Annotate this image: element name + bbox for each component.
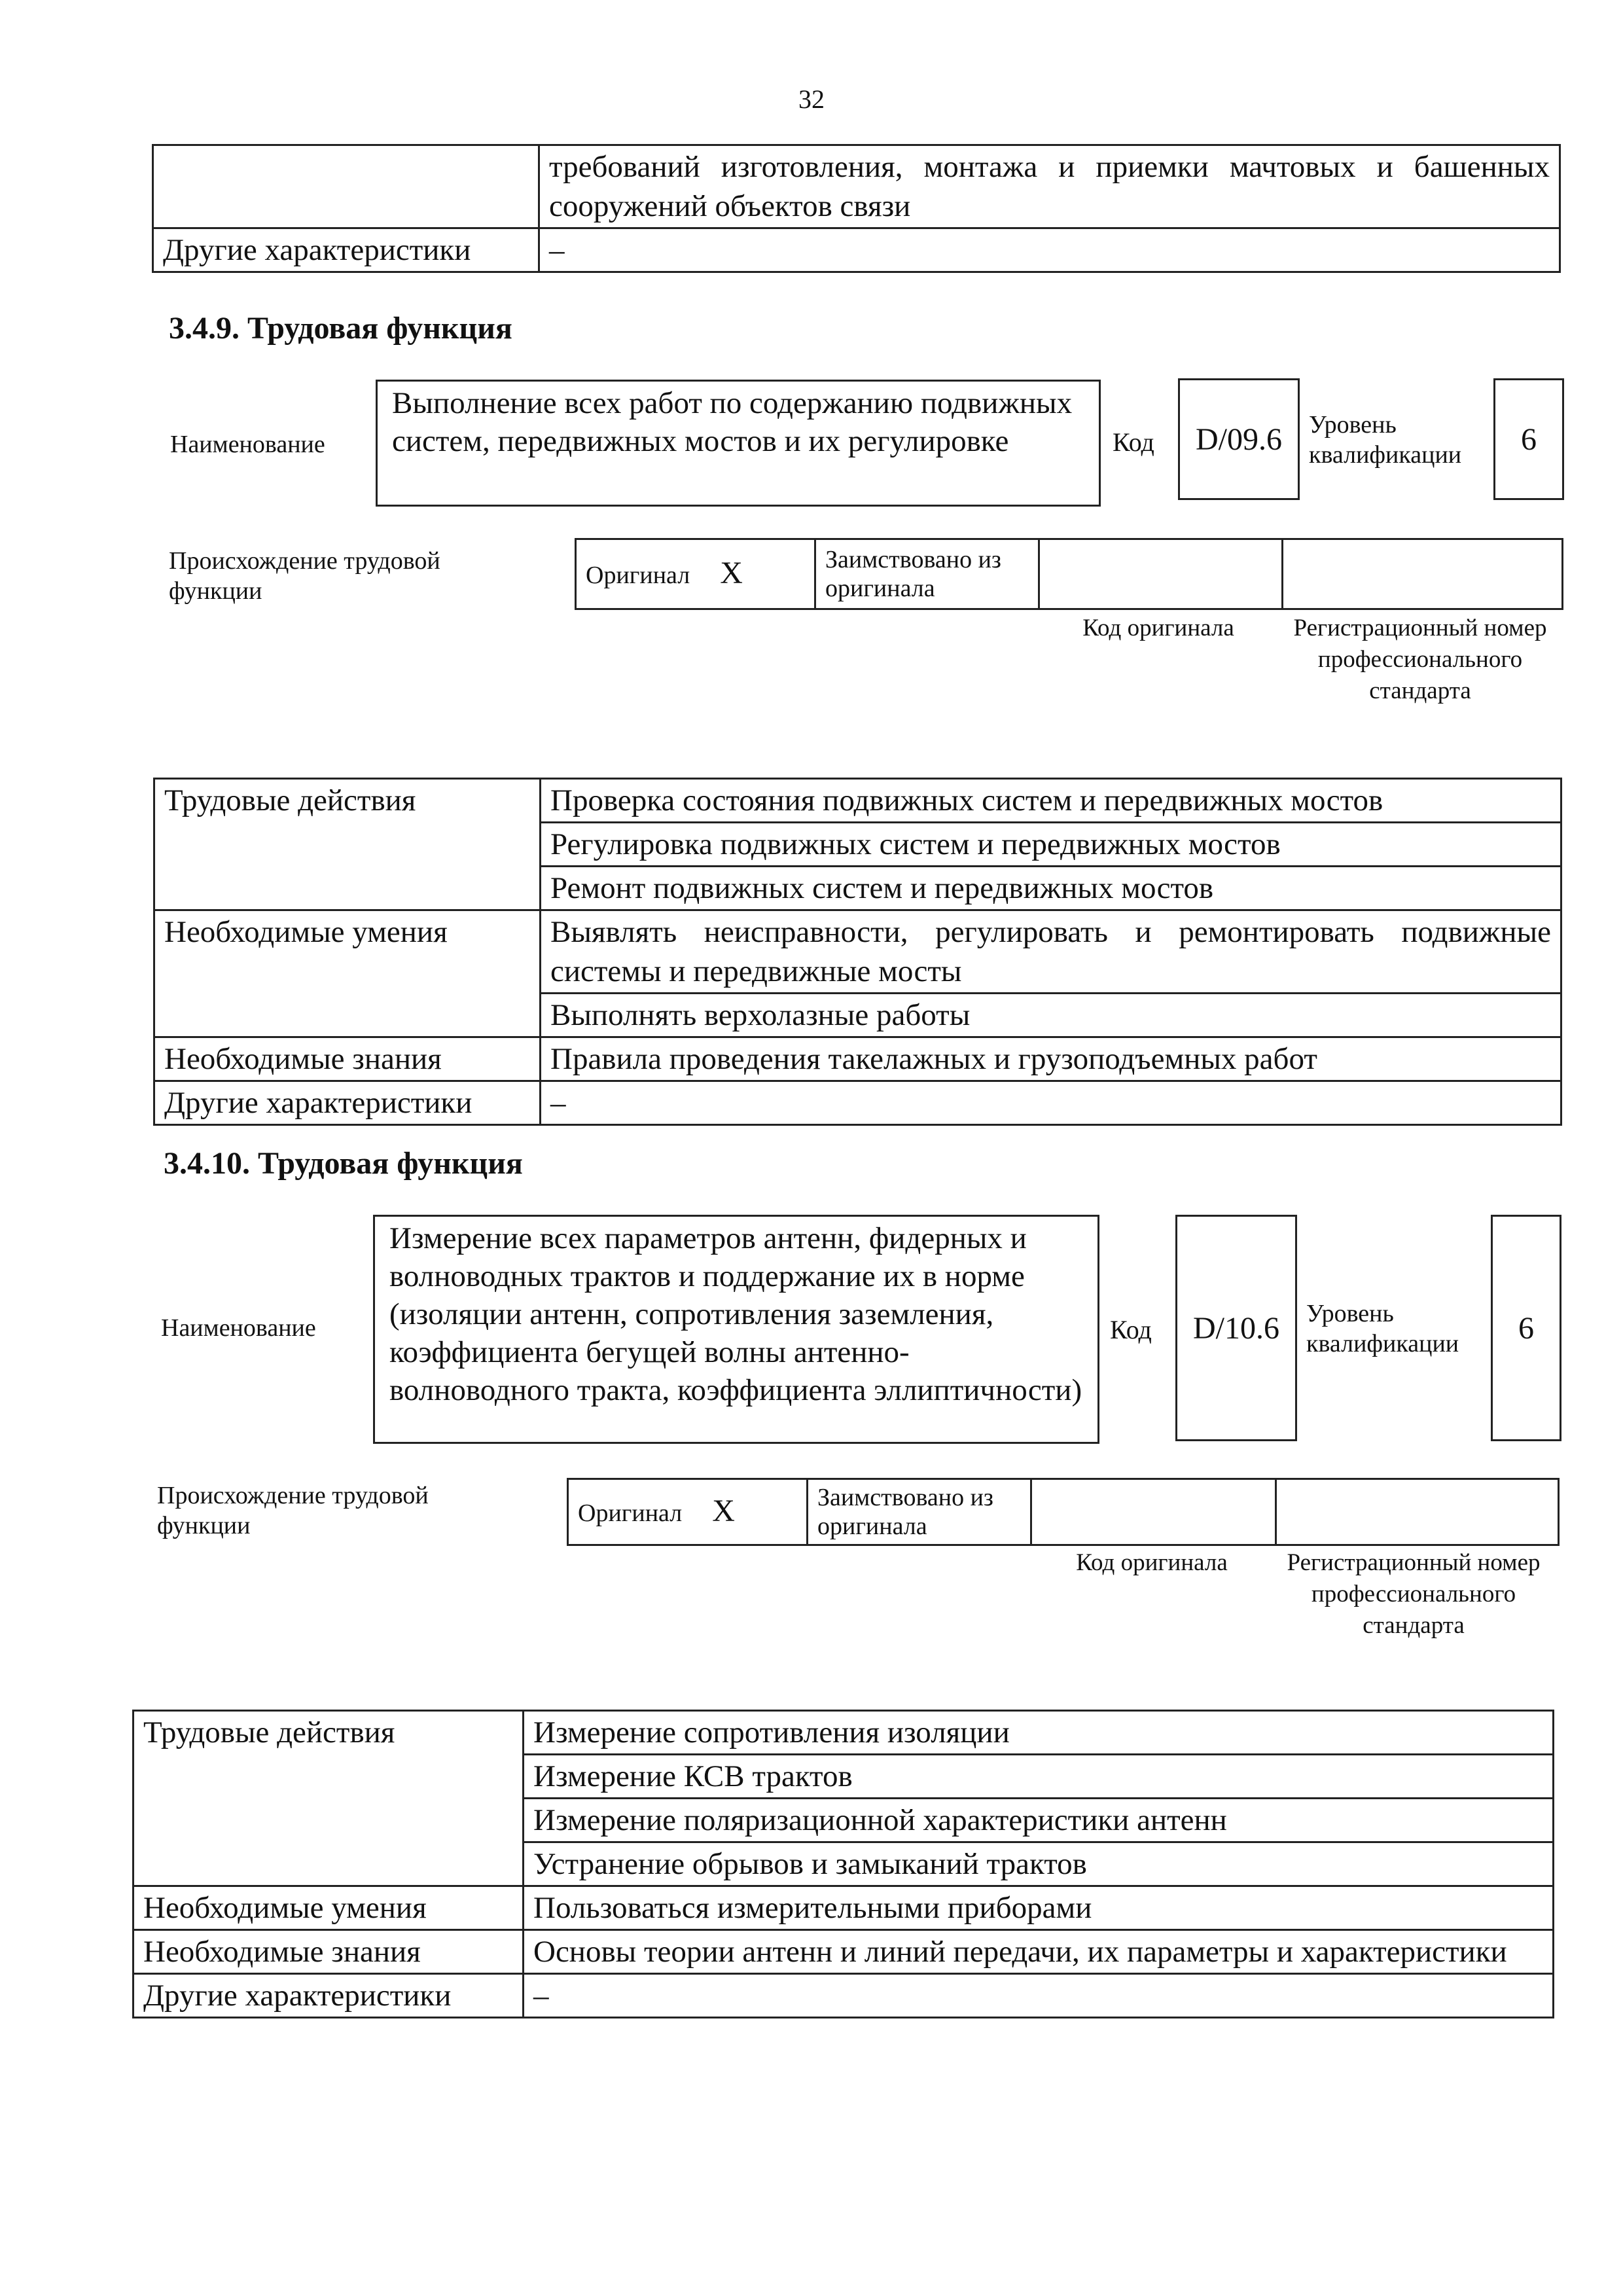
origin-table-349 bbox=[575, 538, 1563, 610]
original-cell-3410 bbox=[568, 1479, 808, 1545]
skills-label-3410: Необходимые умения bbox=[134, 1886, 524, 1930]
knowledge-label-349: Необходимые знания bbox=[154, 1037, 541, 1081]
level-box-349: 6 bbox=[1493, 378, 1564, 500]
actions-label-3410: Трудовые действия bbox=[134, 1711, 524, 1886]
skills-label-349: Необходимые умения bbox=[154, 910, 541, 1037]
reg-number-cell-3410 bbox=[1276, 1479, 1559, 1545]
borrowed-cell-3410: Заимствовано из оригинала bbox=[808, 1479, 1031, 1545]
skill-349-1: Выявлять неисправности, регулировать и ремонтировать подвижные системы и передвижные мосты bbox=[541, 910, 1561, 994]
original-label-349: Оригинал bbox=[586, 561, 690, 589]
action-3410-2: Измерение КСВ трактов bbox=[524, 1755, 1554, 1799]
kod-box-3410: D/10.6 bbox=[1175, 1215, 1297, 1441]
reg-number-caption-3410: Регистрационный номер профессионального стандарта bbox=[1287, 1549, 1541, 1639]
top-other-value: – bbox=[539, 228, 1560, 272]
origin-label-3410: Происхождение трудовой функции bbox=[157, 1482, 429, 1539]
actions-label-349: Трудовые действия bbox=[154, 779, 541, 910]
level-label-349: Уровень квалификации bbox=[1309, 411, 1462, 469]
kod-label-3410: Код bbox=[1110, 1315, 1152, 1344]
knowledge-349-1: Правила проведения такелажных и грузоподъемных работ bbox=[541, 1037, 1561, 1081]
action-3410-3: Измерение поляризационной характеристики антенн bbox=[524, 1799, 1554, 1842]
other-value-3410: – bbox=[524, 1974, 1554, 2018]
main-table-349 bbox=[153, 778, 1562, 1126]
top-other-label: Другие характеристики bbox=[153, 228, 539, 272]
action-3410-1: Измерение сопротивления изоляции bbox=[524, 1711, 1554, 1755]
original-mark-3410: X bbox=[712, 1493, 735, 1528]
name-label-3410: Наименование bbox=[161, 1314, 316, 1342]
skill-349-2: Выполнять верхолазные работы bbox=[541, 994, 1561, 1037]
heading-3-4-10: 3.4.10. Трудовая функция bbox=[164, 1146, 523, 1181]
origin-label-349: Происхождение трудовой функции bbox=[169, 547, 440, 605]
main-table-3410 bbox=[132, 1710, 1554, 2018]
heading-3-4-9: 3.4.9. Трудовая функция bbox=[169, 311, 512, 346]
action-349-3: Ремонт подвижных систем и передвижных мостов bbox=[541, 867, 1561, 910]
kod-original-caption-3410: Код оригинала bbox=[1076, 1549, 1228, 1576]
origin-table-3410 bbox=[567, 1478, 1560, 1546]
knowledge-3410-1: Основы теории антенн и линий передачи, их параметры и характеристики bbox=[524, 1930, 1554, 1974]
page-number: 32 bbox=[798, 84, 825, 114]
skill-3410-1: Пользоваться измерительными приборами bbox=[524, 1886, 1554, 1930]
kod-box-349: D/09.6 bbox=[1178, 378, 1300, 500]
other-label-349: Другие характеристики bbox=[154, 1081, 541, 1125]
top-table bbox=[152, 144, 1561, 273]
action-349-2: Регулировка подвижных систем и передвижных мостов bbox=[541, 823, 1561, 867]
level-box-3410: 6 bbox=[1491, 1215, 1561, 1441]
kod-original-cell-3410 bbox=[1031, 1479, 1276, 1545]
other-label-3410: Другие характеристики bbox=[134, 1974, 524, 2018]
knowledge-label-3410: Необходимые знания bbox=[134, 1930, 524, 1974]
other-value-349: – bbox=[541, 1081, 1561, 1125]
kod-original-cell-349 bbox=[1039, 539, 1283, 609]
kod-label-349: Код bbox=[1113, 427, 1154, 457]
original-label-3410: Оригинал bbox=[578, 1499, 683, 1527]
name-box-349: Выполнение всех работ по содержанию подвижных систем, передвижных мостов и их регулировке bbox=[376, 380, 1101, 507]
action-349-1: Проверка состояния подвижных систем и передвижных мостов bbox=[541, 779, 1561, 823]
top-empty-cell bbox=[153, 145, 539, 228]
level-label-3410: Уровень квалификации bbox=[1306, 1300, 1459, 1357]
kod-original-caption-349: Код оригинала bbox=[1082, 615, 1234, 641]
reg-number-caption-349: Регистрационный номер профессионального стандарта bbox=[1293, 615, 1547, 704]
name-label-349: Наименование bbox=[170, 431, 325, 458]
reg-number-cell-349 bbox=[1283, 539, 1563, 609]
action-3410-4: Устранение обрывов и замыканий трактов bbox=[524, 1842, 1554, 1886]
original-cell-349 bbox=[576, 539, 815, 609]
top-cont-text: требований изготовления, монтажа и приемки мачтовых и башенных сооружений объектов связи bbox=[539, 145, 1560, 228]
name-box-3410: Измерение всех параметров антенн, фидерных и волноводных трактов и поддержание их в норме (изоляции антенн, сопротивления заземления, коэффициента бегущей волны антенно-волноводного тракта, коэффициента эллиптичности) bbox=[373, 1215, 1099, 1444]
original-mark-349: X bbox=[720, 555, 743, 590]
borrowed-cell-349: Заимствовано из оригинала bbox=[815, 539, 1039, 609]
